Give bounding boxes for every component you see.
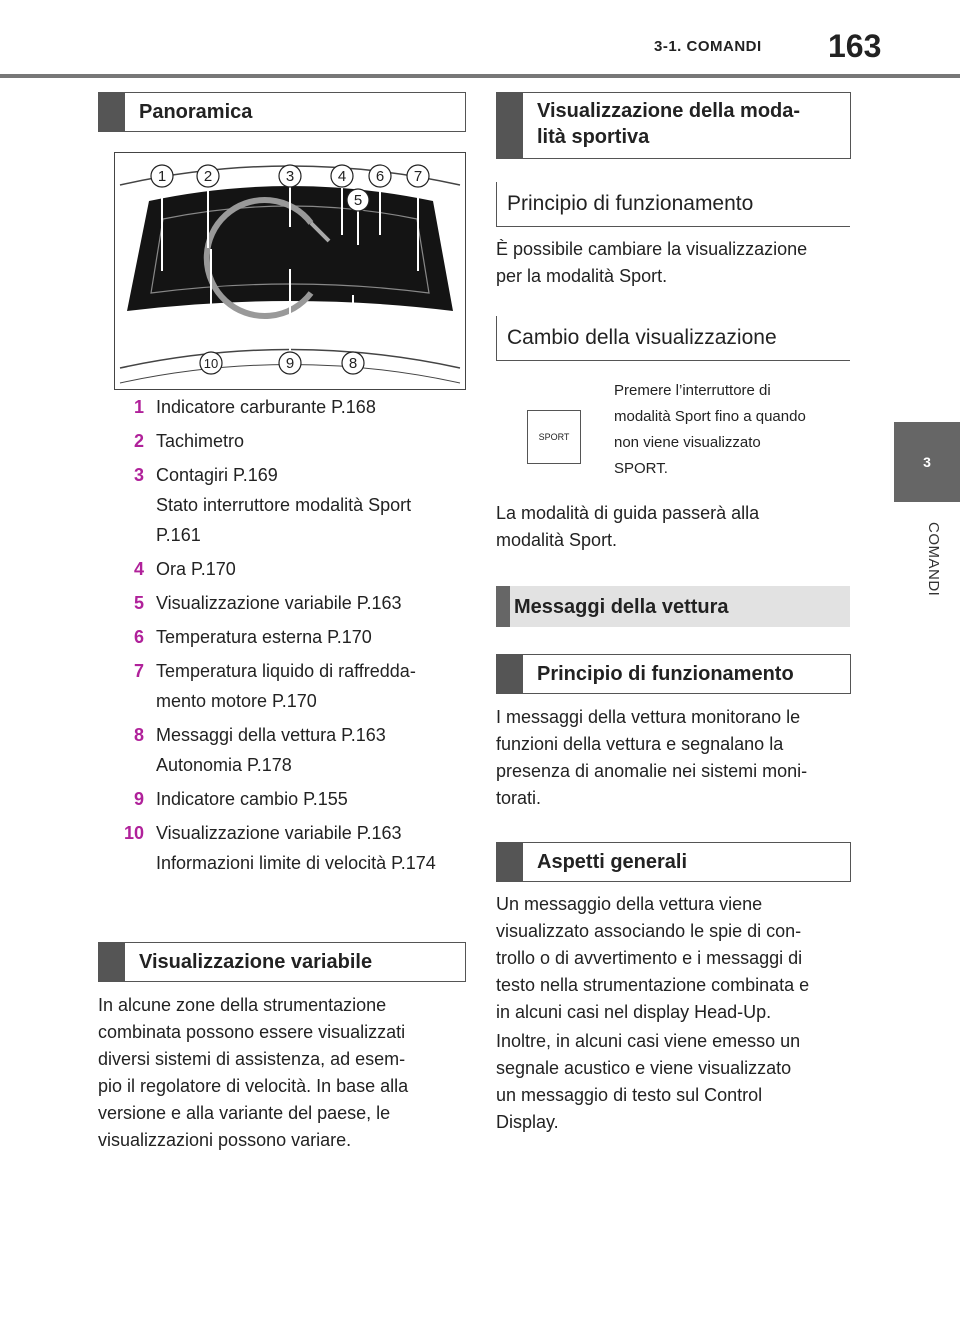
general-paragraph-1 [496, 891, 856, 1026]
instruction-line: SPORT. [614, 460, 668, 477]
heading-vehicle-messages-text: Messaggi della vettura [514, 596, 729, 618]
callout-1-label: 1 [157, 168, 167, 185]
paragraph-line: visualizzato associando le spie di con- [496, 921, 802, 941]
messages-paragraph [496, 704, 856, 812]
paragraph-line: combinata possono essere visualizzati [98, 1022, 406, 1042]
paragraph-line: La modalità di guida passerà alla [496, 503, 760, 523]
legend-item [98, 656, 468, 716]
running-header-section: 3-1. COMANDI [654, 38, 762, 55]
header-divider [0, 74, 960, 78]
legend-text: Temperatura liquido di raffredda- [156, 661, 416, 681]
paragraph-line: Un messaggio della vettura viene [496, 894, 763, 914]
paragraph-line: visualizzazioni possono variare. [98, 1130, 352, 1150]
paragraph-line: presenza di anomalie nei sistemi moni- [496, 761, 808, 781]
paragraph-line: versione e alla variante del paese, le [98, 1103, 391, 1123]
callout-9-label: 9 [285, 355, 295, 372]
paragraph-line: trollo o di avvertimento e i messaggi di [496, 948, 803, 968]
legend-text: Visualizzazione variabile P.163 [156, 593, 402, 613]
instruction-line: modalità Sport fino a quando [614, 408, 806, 425]
paragraph-line: È possibile cambiare la visualizzazione [496, 239, 808, 259]
paragraph-line: testo nella strumentazione combinata e [496, 975, 810, 995]
paragraph-line: in alcuni casi nel display Head-Up. [496, 1002, 772, 1022]
sport-button-icon: SPORT [527, 410, 581, 464]
chapter-tab-number: 3 [894, 422, 960, 502]
instrument-cluster-illustration [115, 153, 465, 389]
heading-messages-principle-text: Principio di funzionamento [537, 663, 794, 685]
legend-text: Indicatore cambio P.155 [156, 789, 348, 809]
paragraph-line: funzioni della vettura e segnalano la [496, 734, 784, 754]
legend-text: Informazioni limite di velocità P.174 [156, 853, 436, 873]
legend-text: P.161 [156, 525, 201, 545]
principle-paragraph [496, 236, 856, 290]
paragraph-line: un messaggio di testo sul Control [496, 1085, 763, 1105]
legend-number: 8 [133, 725, 144, 745]
sport-instruction [614, 378, 854, 482]
legend-text: mento motore P.170 [156, 691, 317, 711]
legend-item [98, 622, 468, 652]
heading-bar [497, 93, 523, 158]
legend-text: Autonomia P.178 [156, 755, 292, 775]
heading-variable-display-text: Visualizzazione variabile [139, 951, 373, 973]
legend-item [98, 784, 468, 814]
chapter-tab-label-text: COMANDI [925, 522, 942, 597]
heading-bar [99, 943, 125, 981]
variable-display-paragraph [98, 992, 468, 1154]
heading-sport-display-line: Visualizzazione della moda- [537, 100, 801, 122]
legend-number: 10 [123, 823, 144, 843]
legend-number: 4 [133, 559, 144, 579]
figure-legend [98, 392, 468, 882]
paragraph-line: Display. [496, 1112, 559, 1132]
callout-8-label: 8 [348, 355, 358, 372]
legend-number: 9 [133, 789, 144, 809]
legend-number: 5 [133, 593, 144, 613]
heading-bar [497, 843, 523, 881]
legend-text: Temperatura esterna P.170 [156, 627, 372, 647]
chapter-tab-label [892, 520, 960, 630]
subheading-change-display [496, 316, 850, 361]
legend-text: Contagiri P.169 [156, 465, 278, 485]
paragraph-line: modalità Sport. [496, 530, 618, 550]
heading-sport-display-line: lità sportiva [537, 126, 650, 148]
callout-4-label: 4 [337, 168, 347, 185]
legend-item [98, 818, 468, 878]
legend-text: Tachimetro [156, 431, 245, 451]
heading-vehicle-messages [496, 586, 850, 627]
heading-sport-display [496, 92, 851, 159]
heading-overview [98, 92, 466, 132]
page-number: 163 [828, 28, 882, 64]
general-paragraph-2 [496, 1028, 856, 1136]
legend-item [98, 720, 468, 780]
paragraph-line: per la modalità Sport. [496, 266, 668, 286]
instruction-line: Premere l’interruttore di [614, 382, 771, 399]
legend-number: 1 [133, 397, 144, 417]
legend-item [98, 554, 468, 584]
callout-2-label: 2 [203, 168, 213, 185]
legend-item [98, 588, 468, 618]
paragraph-line: torati. [496, 788, 542, 808]
legend-number: 7 [133, 661, 144, 681]
paragraph-line: pio il regolatore di velocità. In base alla [98, 1076, 409, 1096]
paragraph-line: I messaggi della vettura monitorano le [496, 707, 801, 727]
paragraph-line: Inoltre, in alcuni casi viene emesso un [496, 1031, 801, 1051]
subheading-principle-text: Principio di funzionamento [507, 192, 754, 215]
legend-number: 3 [133, 465, 144, 485]
callout-7-label: 7 [413, 168, 423, 185]
callout-3-label: 3 [285, 168, 295, 185]
legend-number: 6 [133, 627, 144, 647]
callout-6-label: 6 [375, 168, 385, 185]
heading-variable-display [98, 942, 466, 982]
legend-text: Indicatore carburante P.168 [156, 397, 376, 417]
legend-text: Visualizzazione variabile P.163 [156, 823, 402, 843]
instruction-line: non viene visualizzato [614, 434, 761, 451]
legend-text: Stato interruttore modalità Sport [156, 495, 412, 515]
callout-10-label: 10 [203, 356, 219, 371]
legend-text: Messaggi della vettura P.163 [156, 725, 386, 745]
subheading-change-display-text: Cambio della visualizzazione [507, 326, 777, 349]
sport-result-paragraph [496, 500, 856, 554]
legend-text: Ora P.170 [156, 559, 236, 579]
legend-item [98, 460, 468, 550]
subheading-principle [496, 182, 850, 227]
instrument-cluster-figure [114, 152, 466, 390]
legend-number: 2 [133, 431, 144, 451]
paragraph-line: segnale acustico e viene visualizzato [496, 1058, 792, 1078]
heading-general-aspects-text: Aspetti generali [537, 851, 688, 873]
heading-bar [99, 93, 125, 131]
heading-bar [497, 655, 523, 693]
paragraph-line: diversi sistemi di assistenza, ad esem- [98, 1049, 406, 1069]
heading-bar [496, 586, 510, 627]
legend-item [98, 426, 468, 456]
paragraph-line: In alcune zone della strumentazione [98, 995, 387, 1015]
heading-general-aspects [496, 842, 851, 882]
heading-overview-text: Panoramica [139, 101, 253, 123]
legend-item [98, 392, 468, 422]
heading-messages-principle [496, 654, 851, 694]
callout-5-label: 5 [353, 192, 363, 209]
